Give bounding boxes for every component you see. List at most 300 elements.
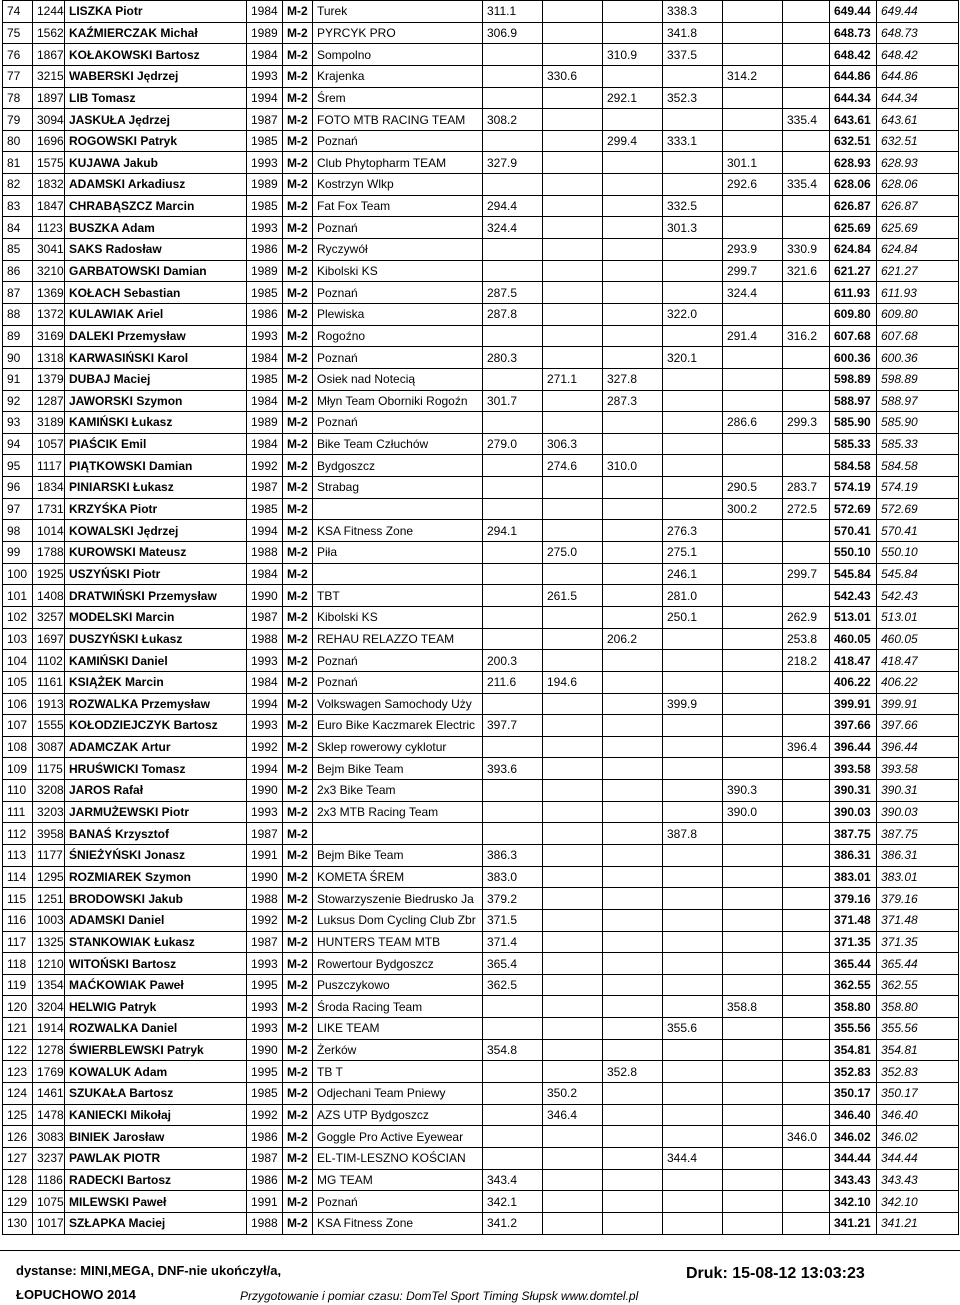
cell-total-2: 632.51: [877, 130, 959, 152]
cell-category: M-2: [283, 693, 313, 715]
cell-place: 97: [3, 498, 33, 520]
table-row: [3, 520, 959, 542]
cell-race-6: [783, 390, 830, 412]
cell-race-1: 386.3: [483, 844, 543, 866]
cell-club: AZS UTP Bydgoszcz: [313, 1104, 483, 1126]
cell-race-2: [543, 1061, 603, 1083]
cell-year: 1993: [247, 325, 283, 347]
cell-total: 371.35: [830, 931, 877, 953]
cell-race-2: 274.6: [543, 455, 603, 477]
cell-club: Poznań: [313, 347, 483, 369]
cell-race-1: 393.6: [483, 758, 543, 780]
cell-race-3: 310.9: [603, 44, 663, 66]
cell-club: Poznań: [313, 650, 483, 672]
cell-year: 1993: [247, 1018, 283, 1040]
cell-bib: 1244: [33, 1, 65, 23]
cell-race-2: [543, 152, 603, 174]
cell-name: JASKUŁA Jędrzej: [65, 109, 247, 131]
table-row: [3, 44, 959, 66]
cell-total-2: 648.73: [877, 22, 959, 44]
cell-race-3: 352.8: [603, 1061, 663, 1083]
cell-race-2: [543, 87, 603, 109]
cell-race-5: [723, 347, 783, 369]
cell-race-4: [663, 1126, 723, 1148]
cell-place: 76: [3, 44, 33, 66]
cell-race-1: 371.5: [483, 909, 543, 931]
cell-total: 362.55: [830, 974, 877, 996]
cell-year: 1986: [247, 239, 283, 261]
cell-race-5: 390.3: [723, 780, 783, 802]
cell-race-4: 333.1: [663, 130, 723, 152]
cell-race-6: 262.9: [783, 606, 830, 628]
cell-name: KARWASIŃSKI Karol: [65, 347, 247, 369]
cell-race-2: [543, 1039, 603, 1061]
cell-race-4: [663, 325, 723, 347]
cell-race-4: [663, 736, 723, 758]
cell-place: 83: [3, 195, 33, 217]
cell-year: 1986: [247, 1169, 283, 1191]
cell-bib: 1075: [33, 1191, 65, 1213]
cell-total-2: 628.06: [877, 174, 959, 196]
cell-year: 1994: [247, 693, 283, 715]
cell-race-2: [543, 715, 603, 737]
cell-race-3: [603, 650, 663, 672]
cell-race-2: [543, 736, 603, 758]
cell-race-4: [663, 412, 723, 434]
table-row: [3, 931, 959, 953]
cell-total-2: 648.42: [877, 44, 959, 66]
cell-race-3: 292.1: [603, 87, 663, 109]
cell-name: DRATWIŃSKI Przemysław: [65, 585, 247, 607]
cell-race-1: [483, 455, 543, 477]
cell-race-2: 330.6: [543, 65, 603, 87]
cell-race-3: [603, 585, 663, 607]
cell-total-2: 600.36: [877, 347, 959, 369]
cell-race-1: [483, 1126, 543, 1148]
cell-race-6: 272.5: [783, 498, 830, 520]
cell-race-6: [783, 909, 830, 931]
cell-race-1: [483, 477, 543, 499]
cell-race-2: [543, 195, 603, 217]
cell-total-2: 406.22: [877, 671, 959, 693]
cell-race-3: [603, 823, 663, 845]
cell-club: Piła: [313, 542, 483, 564]
cell-place: 124: [3, 1083, 33, 1105]
table-row: [3, 736, 959, 758]
cell-name: ADAMSKI Daniel: [65, 909, 247, 931]
cell-race-2: [543, 866, 603, 888]
cell-club: Kibolski KS: [313, 606, 483, 628]
cell-total-2: 628.93: [877, 152, 959, 174]
cell-race-3: [603, 1169, 663, 1191]
cell-race-5: [723, 693, 783, 715]
cell-bib: 1788: [33, 542, 65, 564]
table-row: [3, 87, 959, 109]
cell-race-1: 342.1: [483, 1191, 543, 1213]
cell-name: KUROWSKI Mateusz: [65, 542, 247, 564]
cell-category: M-2: [283, 390, 313, 412]
cell-race-6: [783, 823, 830, 845]
cell-club: Fat Fox Team: [313, 195, 483, 217]
cell-total: 598.89: [830, 368, 877, 390]
cell-bib: 3958: [33, 823, 65, 845]
cell-race-1: 327.9: [483, 152, 543, 174]
cell-race-4: 355.6: [663, 1018, 723, 1040]
cell-name: BUSZKA Adam: [65, 217, 247, 239]
cell-race-1: 354.8: [483, 1039, 543, 1061]
cell-name: PAWLAK PIOTR: [65, 1147, 247, 1169]
cell-race-5: [723, 1083, 783, 1105]
cell-year: 1985: [247, 195, 283, 217]
cell-place: 121: [3, 1018, 33, 1040]
cell-category: M-2: [283, 628, 313, 650]
cell-race-5: [723, 22, 783, 44]
cell-race-1: [483, 1104, 543, 1126]
cell-race-2: [543, 758, 603, 780]
cell-total: 460.05: [830, 628, 877, 650]
cell-race-2: [543, 325, 603, 347]
cell-race-3: [603, 325, 663, 347]
table-row: [3, 65, 959, 87]
cell-race-4: [663, 996, 723, 1018]
table-row: [3, 303, 959, 325]
cell-race-4: [663, 455, 723, 477]
table-row: [3, 1169, 959, 1191]
cell-race-3: [603, 174, 663, 196]
cell-category: M-2: [283, 996, 313, 1018]
table-row: [3, 347, 959, 369]
cell-race-2: [543, 412, 603, 434]
cell-place: 88: [3, 303, 33, 325]
cell-race-5: 301.1: [723, 152, 783, 174]
cell-place: 114: [3, 866, 33, 888]
cell-year: 1985: [247, 282, 283, 304]
cell-total: 397.66: [830, 715, 877, 737]
cell-race-2: [543, 693, 603, 715]
cell-race-2: 194.6: [543, 671, 603, 693]
cell-total-2: 343.43: [877, 1169, 959, 1191]
cell-bib: 1186: [33, 1169, 65, 1191]
cell-club: Stowarzyszenie Biedrusko Ja: [313, 888, 483, 910]
cell-bib: 1161: [33, 671, 65, 693]
cell-race-3: [603, 477, 663, 499]
cell-total: 644.86: [830, 65, 877, 87]
cell-name: KAMIŃSKI Daniel: [65, 650, 247, 672]
cell-name: PINIARSKI Łukasz: [65, 477, 247, 499]
cell-year: 1987: [247, 1147, 283, 1169]
cell-club: TBT: [313, 585, 483, 607]
cell-race-2: [543, 780, 603, 802]
cell-race-1: [483, 780, 543, 802]
cell-race-1: [483, 1061, 543, 1083]
cell-total: 600.36: [830, 347, 877, 369]
cell-category: M-2: [283, 195, 313, 217]
cell-race-2: [543, 801, 603, 823]
cell-category: M-2: [283, 260, 313, 282]
cell-club: Goggle Pro Active Eyewear: [313, 1126, 483, 1148]
cell-bib: 3203: [33, 801, 65, 823]
cell-club: [313, 498, 483, 520]
cell-race-2: [543, 909, 603, 931]
cell-place: 117: [3, 931, 33, 953]
cell-race-5: [723, 823, 783, 845]
cell-category: M-2: [283, 585, 313, 607]
table-row: [3, 1126, 959, 1148]
cell-club: Euro Bike Kaczmarek Electric: [313, 715, 483, 737]
cell-total: 611.93: [830, 282, 877, 304]
cell-race-6: [783, 22, 830, 44]
cell-club: Bejm Bike Team: [313, 758, 483, 780]
cell-club: Młyn Team Oborniki Rogoźn: [313, 390, 483, 412]
cell-race-2: [543, 260, 603, 282]
cell-category: M-2: [283, 888, 313, 910]
cell-race-3: [603, 1039, 663, 1061]
cell-race-1: 397.7: [483, 715, 543, 737]
table-row: [3, 390, 959, 412]
cell-bib: 3210: [33, 260, 65, 282]
cell-race-6: [783, 1169, 830, 1191]
cell-place: 109: [3, 758, 33, 780]
table-row: [3, 217, 959, 239]
table-row: [3, 974, 959, 996]
cell-place: 98: [3, 520, 33, 542]
cell-race-4: [663, 650, 723, 672]
cell-race-6: [783, 44, 830, 66]
cell-race-6: [783, 844, 830, 866]
cell-race-6: [783, 671, 830, 693]
cell-race-5: [723, 1039, 783, 1061]
cell-name: USZYŃSKI Piotr: [65, 563, 247, 585]
cell-race-1: 341.2: [483, 1212, 543, 1234]
table-row: [3, 1191, 959, 1213]
cell-place: 95: [3, 455, 33, 477]
cell-race-5: [723, 109, 783, 131]
cell-category: M-2: [283, 498, 313, 520]
cell-name: ŚWIERBLEWSKI Patryk: [65, 1039, 247, 1061]
cell-year: 1990: [247, 866, 283, 888]
cell-race-4: [663, 152, 723, 174]
cell-club: Środa Racing Team: [313, 996, 483, 1018]
cell-race-1: [483, 174, 543, 196]
cell-place: 113: [3, 844, 33, 866]
table-row: [3, 130, 959, 152]
cell-total: 648.42: [830, 44, 877, 66]
cell-race-6: [783, 953, 830, 975]
cell-total-2: 644.34: [877, 87, 959, 109]
cell-race-5: [723, 195, 783, 217]
cell-club: HUNTERS TEAM MTB: [313, 931, 483, 953]
cell-race-1: [483, 736, 543, 758]
cell-race-3: [603, 498, 663, 520]
cell-club: Puszczykowo: [313, 974, 483, 996]
cell-race-2: [543, 1, 603, 23]
cell-bib: 1867: [33, 44, 65, 66]
cell-bib: 1372: [33, 303, 65, 325]
cell-race-1: 365.4: [483, 953, 543, 975]
cell-bib: 1278: [33, 1039, 65, 1061]
cell-total: 390.31: [830, 780, 877, 802]
cell-race-4: [663, 282, 723, 304]
cell-total: 570.41: [830, 520, 877, 542]
cell-year: 1988: [247, 542, 283, 564]
cell-total-2: 399.91: [877, 693, 959, 715]
cell-category: M-2: [283, 44, 313, 66]
table-row: [3, 909, 959, 931]
cell-category: M-2: [283, 455, 313, 477]
cell-race-1: [483, 542, 543, 564]
cell-name: WITOŃSKI Bartosz: [65, 953, 247, 975]
cell-race-4: [663, 974, 723, 996]
cell-race-5: 314.2: [723, 65, 783, 87]
cell-category: M-2: [283, 1212, 313, 1234]
cell-total: 352.83: [830, 1061, 877, 1083]
cell-race-3: [603, 844, 663, 866]
event-name: ŁOPUCHOWO 2014: [16, 1287, 136, 1302]
cell-club: 2x3 Bike Team: [313, 780, 483, 802]
cell-race-5: [723, 542, 783, 564]
cell-race-5: 290.5: [723, 477, 783, 499]
cell-category: M-2: [283, 1, 313, 23]
cell-race-4: [663, 433, 723, 455]
cell-race-1: [483, 44, 543, 66]
cell-place: 101: [3, 585, 33, 607]
cell-total-2: 588.97: [877, 390, 959, 412]
cell-year: 1991: [247, 1191, 283, 1213]
cell-name: ROZWALKA Daniel: [65, 1018, 247, 1040]
table-row: [3, 260, 959, 282]
cell-race-5: [723, 585, 783, 607]
cell-category: M-2: [283, 433, 313, 455]
cell-bib: 1017: [33, 1212, 65, 1234]
cell-place: 128: [3, 1169, 33, 1191]
cell-race-4: [663, 780, 723, 802]
cell-place: 78: [3, 87, 33, 109]
cell-year: 1993: [247, 996, 283, 1018]
cell-category: M-2: [283, 282, 313, 304]
cell-club: Śrem: [313, 87, 483, 109]
cell-race-6: [783, 87, 830, 109]
cell-race-1: [483, 368, 543, 390]
cell-total: 621.27: [830, 260, 877, 282]
cell-year: 1993: [247, 953, 283, 975]
cell-race-2: [543, 109, 603, 131]
cell-year: 1992: [247, 736, 283, 758]
cell-race-2: [543, 974, 603, 996]
cell-total-2: 418.47: [877, 650, 959, 672]
cell-club: Bike Team Człuchów: [313, 433, 483, 455]
cell-race-2: [543, 1169, 603, 1191]
cell-race-6: 316.2: [783, 325, 830, 347]
cell-total-2: 460.05: [877, 628, 959, 650]
cell-race-1: 280.3: [483, 347, 543, 369]
cell-race-4: [663, 239, 723, 261]
cell-race-3: [603, 758, 663, 780]
cell-race-4: [663, 477, 723, 499]
cell-total-2: 379.16: [877, 888, 959, 910]
cell-race-4: 275.1: [663, 542, 723, 564]
table-row: [3, 693, 959, 715]
cell-race-5: [723, 953, 783, 975]
cell-race-5: [723, 87, 783, 109]
cell-year: 1984: [247, 671, 283, 693]
cell-name: LIB Tomasz: [65, 87, 247, 109]
cell-race-5: [723, 715, 783, 737]
cell-place: 111: [3, 801, 33, 823]
cell-place: 80: [3, 130, 33, 152]
cell-bib: 1575: [33, 152, 65, 174]
cell-place: 99: [3, 542, 33, 564]
cell-race-3: [603, 282, 663, 304]
cell-year: 1993: [247, 152, 283, 174]
cell-year: 1987: [247, 109, 283, 131]
cell-bib: 1731: [33, 498, 65, 520]
cell-race-1: 306.9: [483, 22, 543, 44]
cell-category: M-2: [283, 477, 313, 499]
table-row: [3, 368, 959, 390]
cell-race-3: [603, 1104, 663, 1126]
cell-total: 346.40: [830, 1104, 877, 1126]
cell-race-6: [783, 715, 830, 737]
cell-race-2: [543, 953, 603, 975]
cell-race-2: [543, 130, 603, 152]
cell-category: M-2: [283, 974, 313, 996]
cell-bib: 1295: [33, 866, 65, 888]
cell-year: 1992: [247, 909, 283, 931]
cell-year: 1987: [247, 931, 283, 953]
cell-race-3: [603, 801, 663, 823]
table-row: [3, 650, 959, 672]
cell-bib: 1769: [33, 1061, 65, 1083]
cell-race-6: [783, 542, 830, 564]
cell-race-5: [723, 368, 783, 390]
cell-total-2: 585.33: [877, 433, 959, 455]
cell-total-2: 396.44: [877, 736, 959, 758]
cell-name: BINIEK Jarosław: [65, 1126, 247, 1148]
cell-race-1: [483, 260, 543, 282]
cell-race-2: [543, 844, 603, 866]
cell-total: 643.61: [830, 109, 877, 131]
table-row: [3, 585, 959, 607]
cell-club: Poznań: [313, 1191, 483, 1213]
cell-name: SZŁAPKA Maciej: [65, 1212, 247, 1234]
table-row: [3, 195, 959, 217]
cell-race-5: [723, 303, 783, 325]
table-row: [3, 239, 959, 261]
cell-bib: 1251: [33, 888, 65, 910]
cell-race-1: 362.5: [483, 974, 543, 996]
cell-club: Poznań: [313, 671, 483, 693]
cell-place: 112: [3, 823, 33, 845]
cell-race-3: [603, 780, 663, 802]
cell-race-5: [723, 1147, 783, 1169]
cell-race-2: [543, 217, 603, 239]
cell-total: 585.33: [830, 433, 877, 455]
cell-year: 1987: [247, 477, 283, 499]
cell-place: 74: [3, 1, 33, 23]
cell-year: 1990: [247, 585, 283, 607]
cell-race-6: [783, 520, 830, 542]
cell-name: KAŹMIERCZAK Michał: [65, 22, 247, 44]
cell-year: 1994: [247, 758, 283, 780]
cell-total: 628.93: [830, 152, 877, 174]
cell-race-3: 206.2: [603, 628, 663, 650]
cell-category: M-2: [283, 1147, 313, 1169]
cell-name: KOŁODZIEJCZYK Bartosz: [65, 715, 247, 737]
cell-place: 93: [3, 412, 33, 434]
cell-race-3: 287.3: [603, 390, 663, 412]
cell-race-5: [723, 931, 783, 953]
cell-place: 125: [3, 1104, 33, 1126]
